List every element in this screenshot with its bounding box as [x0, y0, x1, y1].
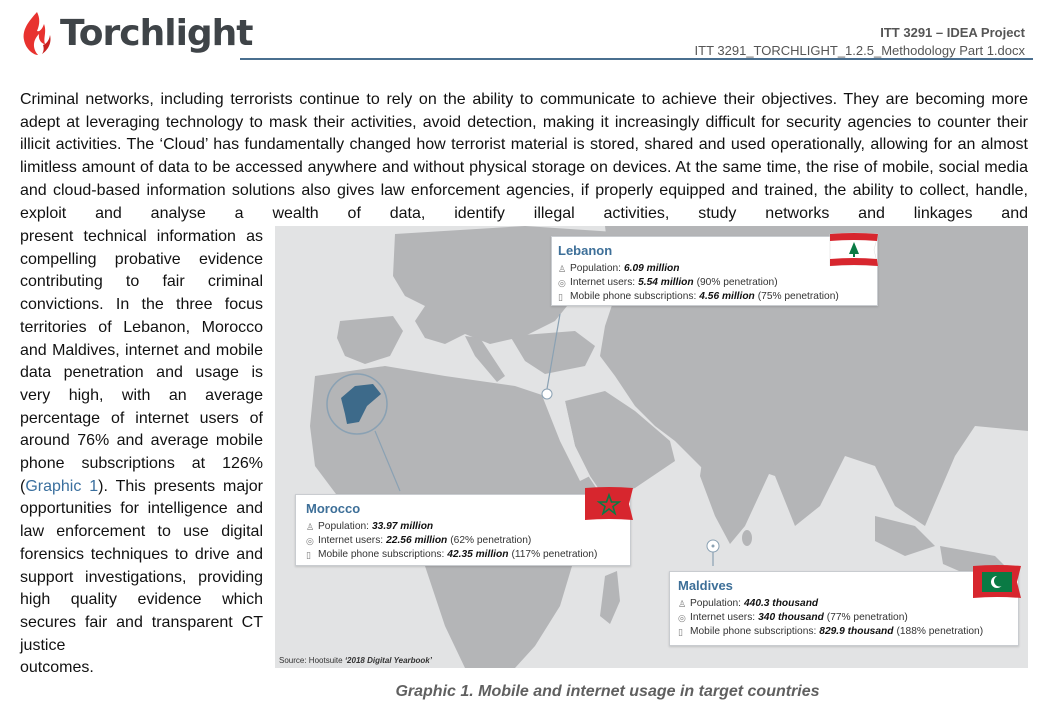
- header-rule: [240, 58, 1033, 60]
- population-icon: ♙: [306, 522, 315, 532]
- globe-icon: ◎: [678, 613, 686, 623]
- side-text-after: ). This presents major opportunities for intelligence and law enforcement to use digital forensics techniques to drive and support investigations, providing high quality evidence which secures fair and transparent CT justice: [20, 477, 263, 654]
- mobile-value: 829.9 thousand: [819, 626, 894, 637]
- internet-value: 5.54 million: [638, 277, 694, 288]
- morocco-flag-icon: [583, 486, 635, 522]
- header-meta: [695, 24, 1025, 60]
- population-value: 33.97 million: [371, 521, 434, 532]
- source-title: ‘2018 Digital Yearbook’: [344, 656, 432, 665]
- mobile-note: (75% penetration): [757, 291, 839, 302]
- source-note: [279, 656, 432, 665]
- phone-icon: ▯: [678, 627, 683, 637]
- internet-value: 22.56 million: [386, 535, 448, 546]
- phone-icon: ▯: [306, 550, 311, 560]
- population-label: Population:: [318, 521, 369, 532]
- internet-label: Internet users:: [318, 535, 384, 546]
- population-row: [306, 520, 622, 534]
- mobile-value: 4.56 million: [699, 291, 755, 302]
- mobile-row: [558, 290, 869, 304]
- population-icon: ♙: [558, 264, 567, 274]
- mobile-row: [306, 548, 622, 562]
- internet-label: Internet users:: [690, 612, 756, 623]
- internet-value: 340 thousand: [758, 612, 824, 623]
- maldives-flag-icon: [971, 564, 1023, 600]
- country-name: Maldives: [678, 578, 733, 593]
- internet-note: (90% penetration): [696, 277, 778, 288]
- internet-row: [678, 611, 1010, 625]
- maldives-card: [669, 571, 1019, 646]
- logo-text: Torchlight: [60, 12, 253, 54]
- mobile-label: Mobile phone subscriptions:: [690, 626, 817, 637]
- document-filename: ITT 3291_TORCHLIGHT_1.2.5_Methodology Part 1.docx: [694, 43, 1025, 58]
- mobile-label: Mobile phone subscriptions:: [318, 549, 445, 560]
- internet-row: [306, 534, 622, 548]
- side-text-last: outcomes.: [20, 659, 94, 677]
- country-name: Morocco: [306, 501, 361, 516]
- flame-icon: [20, 10, 54, 56]
- project-title: ITT 3291 – IDEA Project: [880, 25, 1025, 40]
- globe-icon: ◎: [558, 278, 566, 288]
- globe-icon: ◎: [306, 536, 314, 546]
- graphic-reference-link[interactable]: Graphic 1: [25, 477, 99, 495]
- mobile-note: (117% penetration): [511, 549, 598, 560]
- page-header: [0, 0, 1055, 64]
- internet-note: (77% penetration): [826, 612, 908, 623]
- internet-note: (62% penetration): [450, 535, 532, 546]
- internet-row: [558, 276, 869, 290]
- population-label: Population:: [570, 263, 621, 274]
- mobile-value: 42.35 million: [447, 549, 509, 560]
- mobile-row: [678, 625, 1010, 639]
- population-row: [558, 262, 869, 276]
- population-row: [678, 597, 1010, 611]
- torchlight-logo: [20, 10, 253, 56]
- intro-paragraph: Criminal networks, including terrorists continue to rely on the ability to communicate to achieve their objectives. They are becoming more adept at leveraging technology to mask their activities, avoid detection, making it increasingly difficult for security agencies to counter their illicit activities. The ‘Cloud’ has fundamentally changed how terrorist material is stored, shared and used operationally, allowing for an almost limitless amount of data to be accessed anywhere and without physical storage on devices. At the same time, the rise of mobile, social media and cloud-based information solutions also gives law enforcement agencies, if properly equipped and trained, the ability to collect, handle, exploit and analyse a wealth of data, identify illegal activities, study networks and linkages and: [20, 91, 1028, 222]
- morocco-card: [295, 494, 631, 566]
- phone-icon: ▯: [558, 292, 563, 302]
- population-value: 6.09 million: [623, 263, 680, 274]
- mobile-label: Mobile phone subscriptions:: [570, 291, 697, 302]
- population-icon: ♙: [678, 599, 687, 609]
- source-label: Source: Hootsuite: [279, 656, 343, 665]
- usage-map-graphic: [275, 226, 1028, 668]
- country-name: Lebanon: [558, 243, 613, 258]
- population-label: Population:: [690, 598, 741, 609]
- graphic-caption: Graphic 1. Mobile and internet usage in target countries: [395, 683, 820, 700]
- side-paragraph: [20, 226, 263, 680]
- side-text-before: present technical information as compelling probative evidence contributing to fair criminal convictions. In the three focus territories of Lebanon, Morocco and Maldives, internet and mobile data penetration and usage is very high, with an average percentage of internet users of around 76% and average mobile phone subscriptions at 126% (: [20, 228, 263, 495]
- population-value: 440.3 thousand: [743, 598, 819, 609]
- lebanon-flag-icon: [828, 232, 880, 268]
- mobile-note: (188% penetration): [896, 626, 984, 637]
- internet-label: Internet users:: [570, 277, 636, 288]
